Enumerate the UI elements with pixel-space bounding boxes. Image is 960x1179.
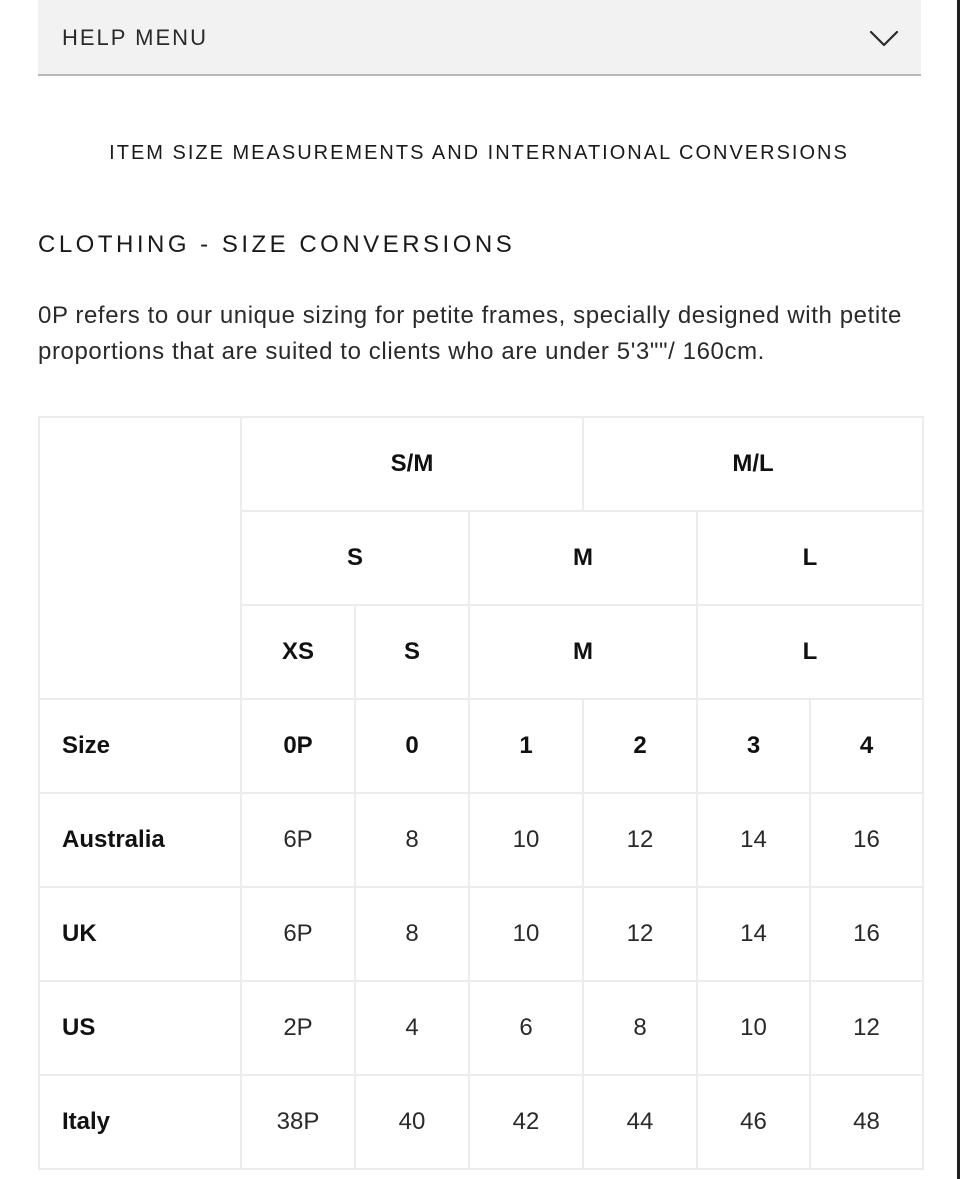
table-cell: 40 bbox=[355, 1075, 469, 1169]
size-row bbox=[39, 699, 923, 793]
section-title: CLOTHING - SIZE CONVERSIONS bbox=[38, 231, 516, 258]
table-cell: 8 bbox=[355, 793, 469, 887]
group-header-cell: XS bbox=[241, 605, 355, 699]
table-cell: 6P bbox=[241, 887, 355, 981]
table-cell: 10 bbox=[469, 887, 583, 981]
intro-text: 0P refers to our unique sizing for petite frames, specially designed with petite proportions that are suited to clients who are under 5'3""/ 160cm. bbox=[38, 302, 902, 365]
table-row-italy bbox=[39, 1075, 923, 1169]
group-header-cell: M/L bbox=[583, 417, 923, 511]
group-header-cell: M bbox=[469, 605, 697, 699]
table-cell: 4 bbox=[355, 981, 469, 1075]
group-header-cell: L bbox=[697, 605, 923, 699]
size-cell: 1 bbox=[469, 699, 583, 793]
table-cell: 6 bbox=[469, 981, 583, 1075]
help-menu-label: HELP MENU bbox=[62, 25, 208, 50]
row-label: Italy bbox=[39, 1075, 241, 1169]
size-cell: 2 bbox=[583, 699, 697, 793]
group-header-cell: S bbox=[355, 605, 469, 699]
table-cell: 48 bbox=[810, 1075, 923, 1169]
size-conversion-table bbox=[38, 416, 924, 1170]
table-row-uk bbox=[39, 887, 923, 981]
page-heading: ITEM SIZE MEASUREMENTS AND INTERNATIONAL CONVERSIONS bbox=[109, 142, 849, 164]
row-label: Size bbox=[39, 699, 241, 793]
group-header-cell: S/M bbox=[241, 417, 583, 511]
table-cell: 8 bbox=[355, 887, 469, 981]
table-cell: 12 bbox=[583, 793, 697, 887]
help-menu-dropdown[interactable] bbox=[38, 0, 921, 76]
group-header-cell: S bbox=[241, 511, 469, 605]
table-cell: 12 bbox=[583, 887, 697, 981]
table-cell: 2P bbox=[241, 981, 355, 1075]
table-corner-cell bbox=[39, 417, 241, 699]
table-cell: 46 bbox=[697, 1075, 810, 1169]
table-cell: 8 bbox=[583, 981, 697, 1075]
group-header-cell: L bbox=[697, 511, 923, 605]
table-cell: 6P bbox=[241, 793, 355, 887]
row-label: UK bbox=[39, 887, 241, 981]
table-cell: 42 bbox=[469, 1075, 583, 1169]
table-cell: 38P bbox=[241, 1075, 355, 1169]
table-cell: 14 bbox=[697, 887, 810, 981]
table-cell: 16 bbox=[810, 793, 923, 887]
row-label: US bbox=[39, 981, 241, 1075]
size-cell: 0P bbox=[241, 699, 355, 793]
table-cell: 14 bbox=[697, 793, 810, 887]
size-cell: 3 bbox=[697, 699, 810, 793]
table-row-us bbox=[39, 981, 923, 1075]
group-header-cell: M bbox=[469, 511, 697, 605]
chevron-down-icon[interactable] bbox=[869, 28, 899, 48]
table-cell: 12 bbox=[810, 981, 923, 1075]
table-cell: 10 bbox=[697, 981, 810, 1075]
size-cell: 0 bbox=[355, 699, 469, 793]
size-cell: 4 bbox=[810, 699, 923, 793]
row-label: Australia bbox=[39, 793, 241, 887]
table-row-australia bbox=[39, 793, 923, 887]
table-cell: 44 bbox=[583, 1075, 697, 1169]
table-cell: 10 bbox=[469, 793, 583, 887]
table-cell: 16 bbox=[810, 887, 923, 981]
group-row-1 bbox=[39, 417, 923, 511]
